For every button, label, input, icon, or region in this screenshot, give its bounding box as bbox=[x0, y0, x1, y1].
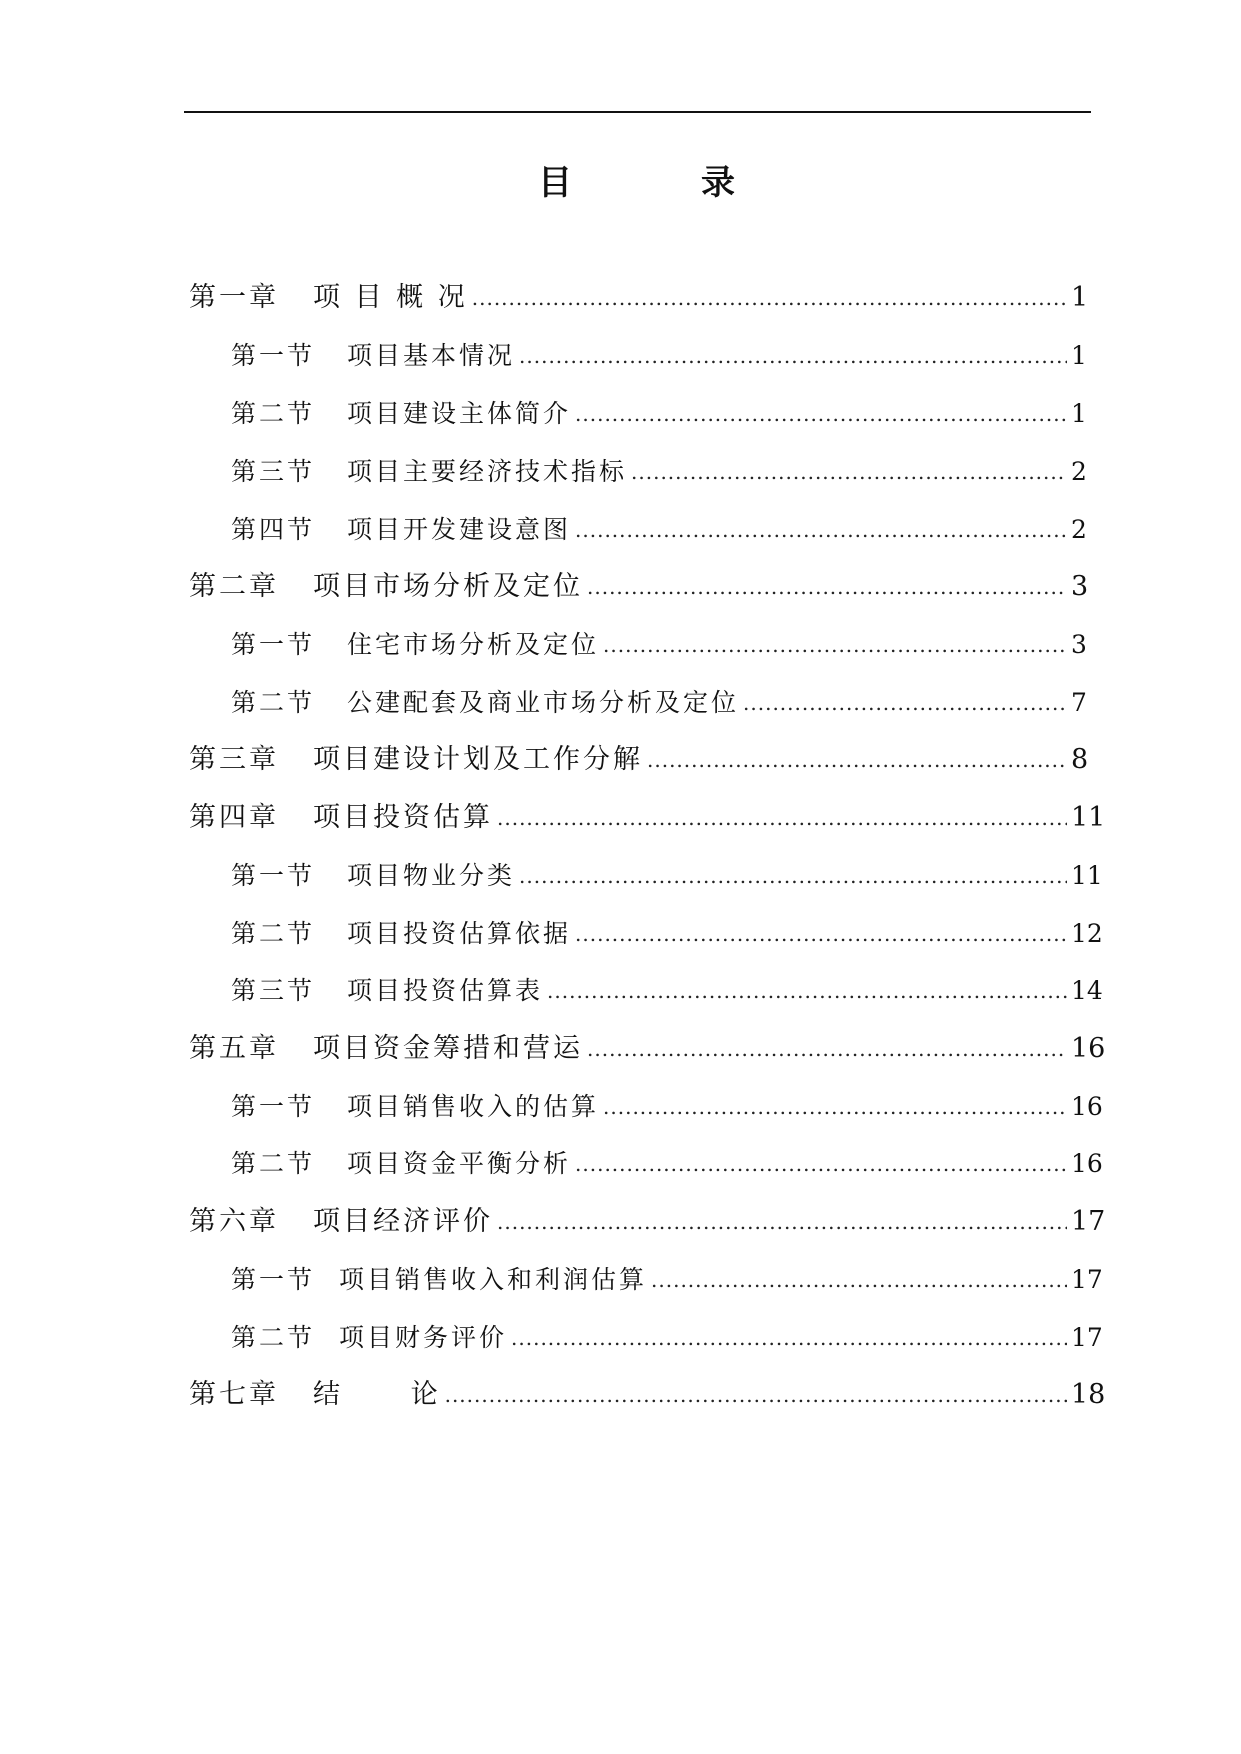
toc-entry-section-1-2[interactable] bbox=[231, 394, 1087, 434]
toc-page-number: 11 bbox=[1071, 802, 1106, 833]
dot-leader bbox=[575, 510, 1067, 550]
toc-entry-section-4-3[interactable] bbox=[231, 971, 1103, 1011]
toc-page-number: 8 bbox=[1071, 744, 1089, 775]
toc-chapter-title: 项目建设计划及工作分解 bbox=[313, 744, 643, 775]
dot-leader bbox=[519, 336, 1067, 376]
dot-leader bbox=[587, 1029, 1067, 1069]
toc-page-number: 1 bbox=[1071, 341, 1087, 370]
dot-leader bbox=[511, 1318, 1067, 1358]
toc-page-number: 16 bbox=[1071, 1149, 1103, 1178]
toc-chapter-number: 第三章 bbox=[189, 744, 279, 775]
toc-chapter-number: 第七章 bbox=[189, 1379, 279, 1410]
toc-entry-section-6-1[interactable] bbox=[231, 1260, 1103, 1300]
toc-entry-chapter-1[interactable] bbox=[189, 278, 1089, 318]
dot-leader bbox=[743, 683, 1067, 723]
toc-section-number: 第一节 bbox=[231, 341, 316, 370]
toc-section-number: 第二节 bbox=[231, 1149, 316, 1178]
toc-page-number: 3 bbox=[1071, 571, 1089, 602]
toc-section-number: 第一节 bbox=[231, 1265, 316, 1294]
toc-page-number: 2 bbox=[1071, 457, 1087, 486]
toc-entry-section-2-2[interactable] bbox=[231, 683, 1087, 723]
toc-chapter-number: 第六章 bbox=[189, 1206, 279, 1237]
toc-entry-section-4-2[interactable] bbox=[231, 914, 1103, 954]
toc-section-number: 第三节 bbox=[231, 457, 316, 486]
toc-section-number: 第三节 bbox=[231, 976, 316, 1005]
toc-section-number: 第二节 bbox=[231, 688, 316, 717]
dot-leader bbox=[497, 798, 1067, 838]
dot-leader bbox=[603, 1087, 1067, 1127]
dot-leader bbox=[547, 971, 1067, 1011]
toc-section-title: 项目投资估算依据 bbox=[347, 919, 572, 948]
toc-entry-chapter-5[interactable] bbox=[189, 1029, 1106, 1069]
toc-page-number: 11 bbox=[1071, 861, 1103, 890]
dot-leader bbox=[647, 740, 1067, 780]
toc-section-number: 第二节 bbox=[231, 399, 316, 428]
dot-leader bbox=[472, 278, 1067, 318]
toc-chapter-title: 项目资金筹措和营运 bbox=[313, 1033, 583, 1064]
toc-page-number: 1 bbox=[1071, 399, 1087, 428]
toc-page-number: 17 bbox=[1071, 1265, 1103, 1294]
toc-chapter-title: 项目投资估算 bbox=[313, 802, 493, 833]
dot-leader bbox=[575, 1144, 1067, 1184]
toc-entry-chapter-2[interactable] bbox=[189, 567, 1089, 607]
toc-page-number: 12 bbox=[1071, 919, 1103, 948]
toc-entry-section-1-1[interactable] bbox=[231, 336, 1087, 376]
header-rule bbox=[184, 111, 1091, 113]
toc-entry-section-5-1[interactable] bbox=[231, 1087, 1103, 1127]
toc-section-title: 项目资金平衡分析 bbox=[347, 1149, 572, 1178]
toc-section-number: 第二节 bbox=[231, 1323, 316, 1352]
dot-leader bbox=[575, 394, 1067, 434]
dot-leader bbox=[651, 1260, 1067, 1300]
toc-page-number: 7 bbox=[1071, 688, 1087, 717]
toc-page-number: 2 bbox=[1071, 515, 1087, 544]
toc-chapter-title: 项 目 概 况 bbox=[313, 282, 468, 313]
toc-section-title: 项目建设主体简介 bbox=[347, 399, 572, 428]
dot-leader bbox=[497, 1202, 1067, 1242]
toc-chapter-title: 项目经济评价 bbox=[313, 1206, 493, 1237]
page-title bbox=[0, 158, 1241, 208]
toc-section-title: 项目销售收入和利润估算 bbox=[339, 1265, 648, 1294]
toc-section-title: 项目基本情况 bbox=[347, 341, 516, 370]
toc-page-number: 3 bbox=[1071, 630, 1087, 659]
toc-entry-section-5-2[interactable] bbox=[231, 1144, 1103, 1184]
dot-leader bbox=[575, 914, 1067, 954]
toc-entry-chapter-7[interactable] bbox=[189, 1375, 1106, 1415]
toc-page-number: 17 bbox=[1071, 1323, 1103, 1352]
toc-page-number: 1 bbox=[1071, 282, 1089, 313]
toc-entry-section-4-1[interactable] bbox=[231, 856, 1103, 896]
toc-page-number: 18 bbox=[1070, 1379, 1106, 1410]
toc-entry-section-6-2[interactable] bbox=[231, 1318, 1103, 1358]
toc-page-number: 17 bbox=[1071, 1206, 1106, 1237]
toc-section-number: 第一节 bbox=[231, 1092, 316, 1121]
toc-section-title: 项目主要经济技术指标 bbox=[347, 457, 628, 486]
toc-section-title: 项目投资估算表 bbox=[347, 976, 544, 1005]
dot-leader bbox=[445, 1375, 1067, 1415]
dot-leader bbox=[587, 567, 1067, 607]
toc-chapter-title: 结 论 bbox=[313, 1379, 441, 1410]
toc-chapter-number: 第二章 bbox=[189, 571, 279, 602]
toc-entry-section-1-3[interactable] bbox=[231, 452, 1087, 492]
toc-chapter-number: 第四章 bbox=[189, 802, 279, 833]
toc-entry-chapter-6[interactable] bbox=[189, 1202, 1106, 1242]
toc-chapter-number: 第一章 bbox=[189, 282, 279, 313]
title-char-2: 录 bbox=[701, 163, 735, 203]
toc-section-title: 项目物业分类 bbox=[347, 861, 516, 890]
dot-leader bbox=[519, 856, 1067, 896]
toc-section-number: 第一节 bbox=[231, 630, 316, 659]
toc-chapter-title: 项目市场分析及定位 bbox=[313, 571, 583, 602]
dot-leader bbox=[603, 625, 1067, 665]
toc-section-title: 住宅市场分析及定位 bbox=[347, 630, 600, 659]
toc-entry-chapter-3[interactable] bbox=[189, 740, 1089, 780]
toc-page-number: 16 bbox=[1071, 1033, 1106, 1064]
toc-section-title: 项目销售收入的估算 bbox=[347, 1092, 600, 1121]
toc-page-number: 16 bbox=[1071, 1092, 1103, 1121]
toc-entry-section-1-4[interactable] bbox=[231, 510, 1087, 550]
toc-section-title: 项目开发建设意图 bbox=[347, 515, 572, 544]
title-char-1: 目 bbox=[538, 163, 572, 203]
toc-section-number: 第二节 bbox=[231, 919, 316, 948]
toc-section-number: 第四节 bbox=[231, 515, 316, 544]
toc-section-title: 项目财务评价 bbox=[339, 1323, 508, 1352]
toc-entry-section-2-1[interactable] bbox=[231, 625, 1087, 665]
toc-page-number: 14 bbox=[1071, 976, 1103, 1005]
dot-leader bbox=[631, 452, 1067, 492]
toc-section-number: 第一节 bbox=[231, 861, 316, 890]
toc-entry-chapter-4[interactable] bbox=[189, 798, 1106, 838]
toc-section-title: 公建配套及商业市场分析及定位 bbox=[347, 688, 740, 717]
toc-chapter-number: 第五章 bbox=[189, 1033, 279, 1064]
